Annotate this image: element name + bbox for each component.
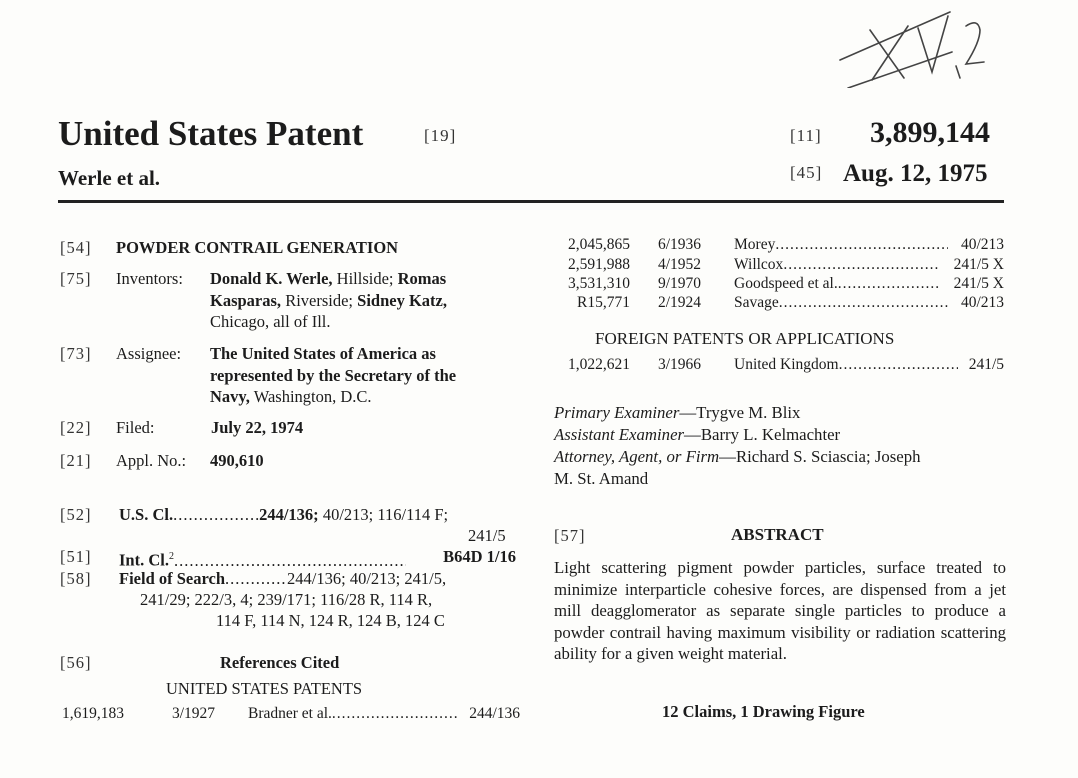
ref-name-with-leader — [734, 294, 948, 312]
leader-dots — [225, 568, 287, 589]
ref-number: 1,022,621 — [568, 356, 630, 373]
inventor-2-place: Riverside; — [281, 291, 358, 310]
ref-class: 244/136 — [469, 705, 520, 722]
us-class-main: 244/136; — [259, 505, 319, 524]
attorney-line-1 — [554, 447, 921, 467]
ref-date: 9/1970 — [658, 275, 702, 292]
ref-name-with-leader — [734, 256, 940, 274]
int-class-label: Int. Cl. — [119, 550, 169, 570]
ref-number: 2,591,988 — [568, 256, 630, 273]
inventor-2-last: Kasparas, — [210, 291, 282, 310]
handwritten-annotation — [838, 8, 988, 93]
issue-date: Aug. 12, 1975 — [843, 160, 988, 187]
assignee-line-2: represented by the Secretary of the — [210, 366, 457, 385]
abstract-text: Light scattering pigment powder particles, surface treated to minimize interparticle cohesive forces, are dispensed from a jet mill deagglomerator as separate single particles to produce a powder contrail having maximum visibility or radiation scattering ability for a given weight material. — [554, 558, 1006, 663]
us-reference-row — [554, 275, 1004, 295]
inventor-3-name: Sidney Katz, — [357, 291, 447, 310]
leader-dots — [779, 294, 948, 312]
us-reference-row — [62, 705, 520, 725]
document-title: United States Patent — [58, 114, 364, 153]
ref-date: 3/1966 — [658, 356, 702, 373]
inventors-label: Inventors: — [116, 269, 183, 288]
inid-code-75: [75] — [60, 269, 92, 288]
inventors-line-3: Chicago, all of Ill. — [210, 312, 331, 331]
us-class-rest: 40/213; 116/114 F; — [318, 505, 449, 524]
inventor-1-place: Hillside; — [332, 269, 398, 288]
leader-dots — [783, 256, 940, 274]
inid-code-21: [21] — [60, 451, 92, 470]
ref-class: 40/213 — [960, 294, 1004, 311]
patent-number: 3,899,144 — [870, 116, 990, 149]
ref-class: 241/5 X — [953, 275, 1004, 292]
field-of-search-line-1 — [119, 568, 446, 589]
filed-label: Filed: — [116, 418, 155, 437]
inid-code-22: [22] — [60, 418, 92, 437]
us-reference-row — [554, 236, 1004, 256]
ref-name-with-leader — [248, 705, 458, 723]
assistant-examiner-name: —Barry L. Kelmachter — [684, 425, 841, 444]
int-class-value: B64D 1/16 — [443, 547, 516, 566]
ref-name: Willcox — [734, 256, 784, 273]
inid-code-57: [57] — [554, 526, 586, 545]
leader-dots — [838, 275, 940, 293]
assistant-examiner — [554, 425, 840, 445]
field-of-search-label: Field of Search — [119, 569, 226, 588]
leader-dots — [839, 356, 958, 374]
ref-number: R15,771 — [577, 294, 630, 311]
assignee-label: Assignee: — [116, 344, 182, 363]
inventors-line-1 — [210, 268, 446, 289]
int-class-edition: 2 — [168, 551, 174, 562]
references-heading: References Cited — [220, 653, 340, 672]
attorney-line-2: M. St. Amand — [554, 469, 649, 488]
invention-title: POWDER CONTRAIL GENERATION — [116, 238, 399, 257]
assignee-line-1: The United States of America as — [210, 344, 436, 363]
ref-class: 241/5 — [968, 356, 1004, 373]
primary-examiner-label: Primary Examiner — [554, 403, 680, 422]
inventor-heading: Werle et al. — [58, 166, 161, 190]
field-of-search-3: 114 F, 114 N, 124 R, 124 B, 124 C — [216, 611, 445, 630]
inventor-2-first: Romas — [397, 269, 447, 288]
ref-date: 4/1952 — [658, 256, 702, 273]
field-of-search-1: 244/136; 40/213; 241/5, — [287, 569, 447, 588]
inid-code-19: [19] — [424, 126, 457, 145]
ref-name: Goodspeed et al. — [734, 275, 838, 292]
ref-name-with-leader — [734, 275, 940, 293]
inid-code-51: [51] — [60, 547, 92, 566]
ref-date: 2/1924 — [658, 294, 702, 311]
us-reference-row — [554, 294, 1004, 314]
inid-code-56: [56] — [60, 653, 92, 672]
inid-code-52: [52] — [60, 505, 92, 524]
filed-date: July 22, 1974 — [211, 418, 304, 437]
ref-class: 241/5 X — [953, 256, 1004, 273]
foreign-reference-row — [554, 356, 1004, 376]
inid-code-11: [11] — [790, 126, 822, 145]
leader-dots — [775, 236, 948, 254]
header-rule — [58, 200, 1004, 203]
ref-number: 3,531,310 — [568, 275, 630, 292]
attorney-names: —Richard S. Sciascia; Joseph — [719, 447, 921, 466]
appl-no-value: 490,610 — [210, 451, 264, 470]
inid-code-58: [58] — [60, 569, 92, 588]
ref-number: 1,619,183 — [62, 705, 124, 722]
us-class-continued: 241/5 — [468, 526, 506, 545]
inventor-1-name: Donald K. Werle, — [210, 269, 333, 288]
primary-examiner-name: —Trygve M. Blix — [679, 403, 801, 422]
inventors-line-2 — [210, 290, 447, 311]
claims-summary: 12 Claims, 1 Drawing Figure — [662, 702, 865, 721]
handwritten-xv-drawing — [838, 8, 988, 88]
ref-number: 2,045,865 — [568, 236, 630, 253]
ref-name-with-leader — [734, 356, 958, 374]
ref-name: Morey — [734, 236, 776, 253]
leader-dots — [173, 504, 259, 525]
assignee-location: Washington, D.C. — [249, 387, 372, 406]
us-class-label: U.S. Cl. — [119, 505, 174, 524]
ref-date: 3/1927 — [172, 705, 216, 722]
ref-name: United Kingdom — [734, 356, 839, 373]
int-class-line — [119, 546, 519, 571]
leader-dots — [332, 705, 458, 723]
foreign-patents-heading: FOREIGN PATENTS OR APPLICATIONS — [595, 329, 895, 348]
abstract-heading: ABSTRACT — [731, 525, 824, 544]
ref-date: 6/1936 — [658, 236, 702, 253]
inid-code-73: [73] — [60, 344, 92, 363]
us-reference-row — [554, 256, 1004, 276]
inid-code-45: [45] — [790, 163, 823, 182]
attorney-label: Attorney, Agent, or Firm — [554, 447, 720, 466]
us-class-line — [119, 504, 448, 525]
assignee-line-3 — [210, 386, 372, 407]
ref-name: Savage — [734, 294, 779, 311]
assistant-examiner-label: Assistant Examiner — [554, 425, 685, 444]
field-of-search-2: 241/29; 222/3, 4; 239/171; 116/28 R, 114 R, — [140, 590, 433, 609]
primary-examiner — [554, 403, 800, 423]
ref-class: 40/213 — [960, 236, 1004, 253]
ref-name: Bradner et al. — [248, 705, 332, 722]
assignee-navy: Navy, — [210, 387, 250, 406]
us-patents-heading: UNITED STATES PATENTS — [166, 679, 363, 698]
ref-name-with-leader — [734, 236, 948, 254]
appl-no-label: Appl. No.: — [116, 451, 187, 470]
inid-code-54: [54] — [60, 238, 92, 257]
